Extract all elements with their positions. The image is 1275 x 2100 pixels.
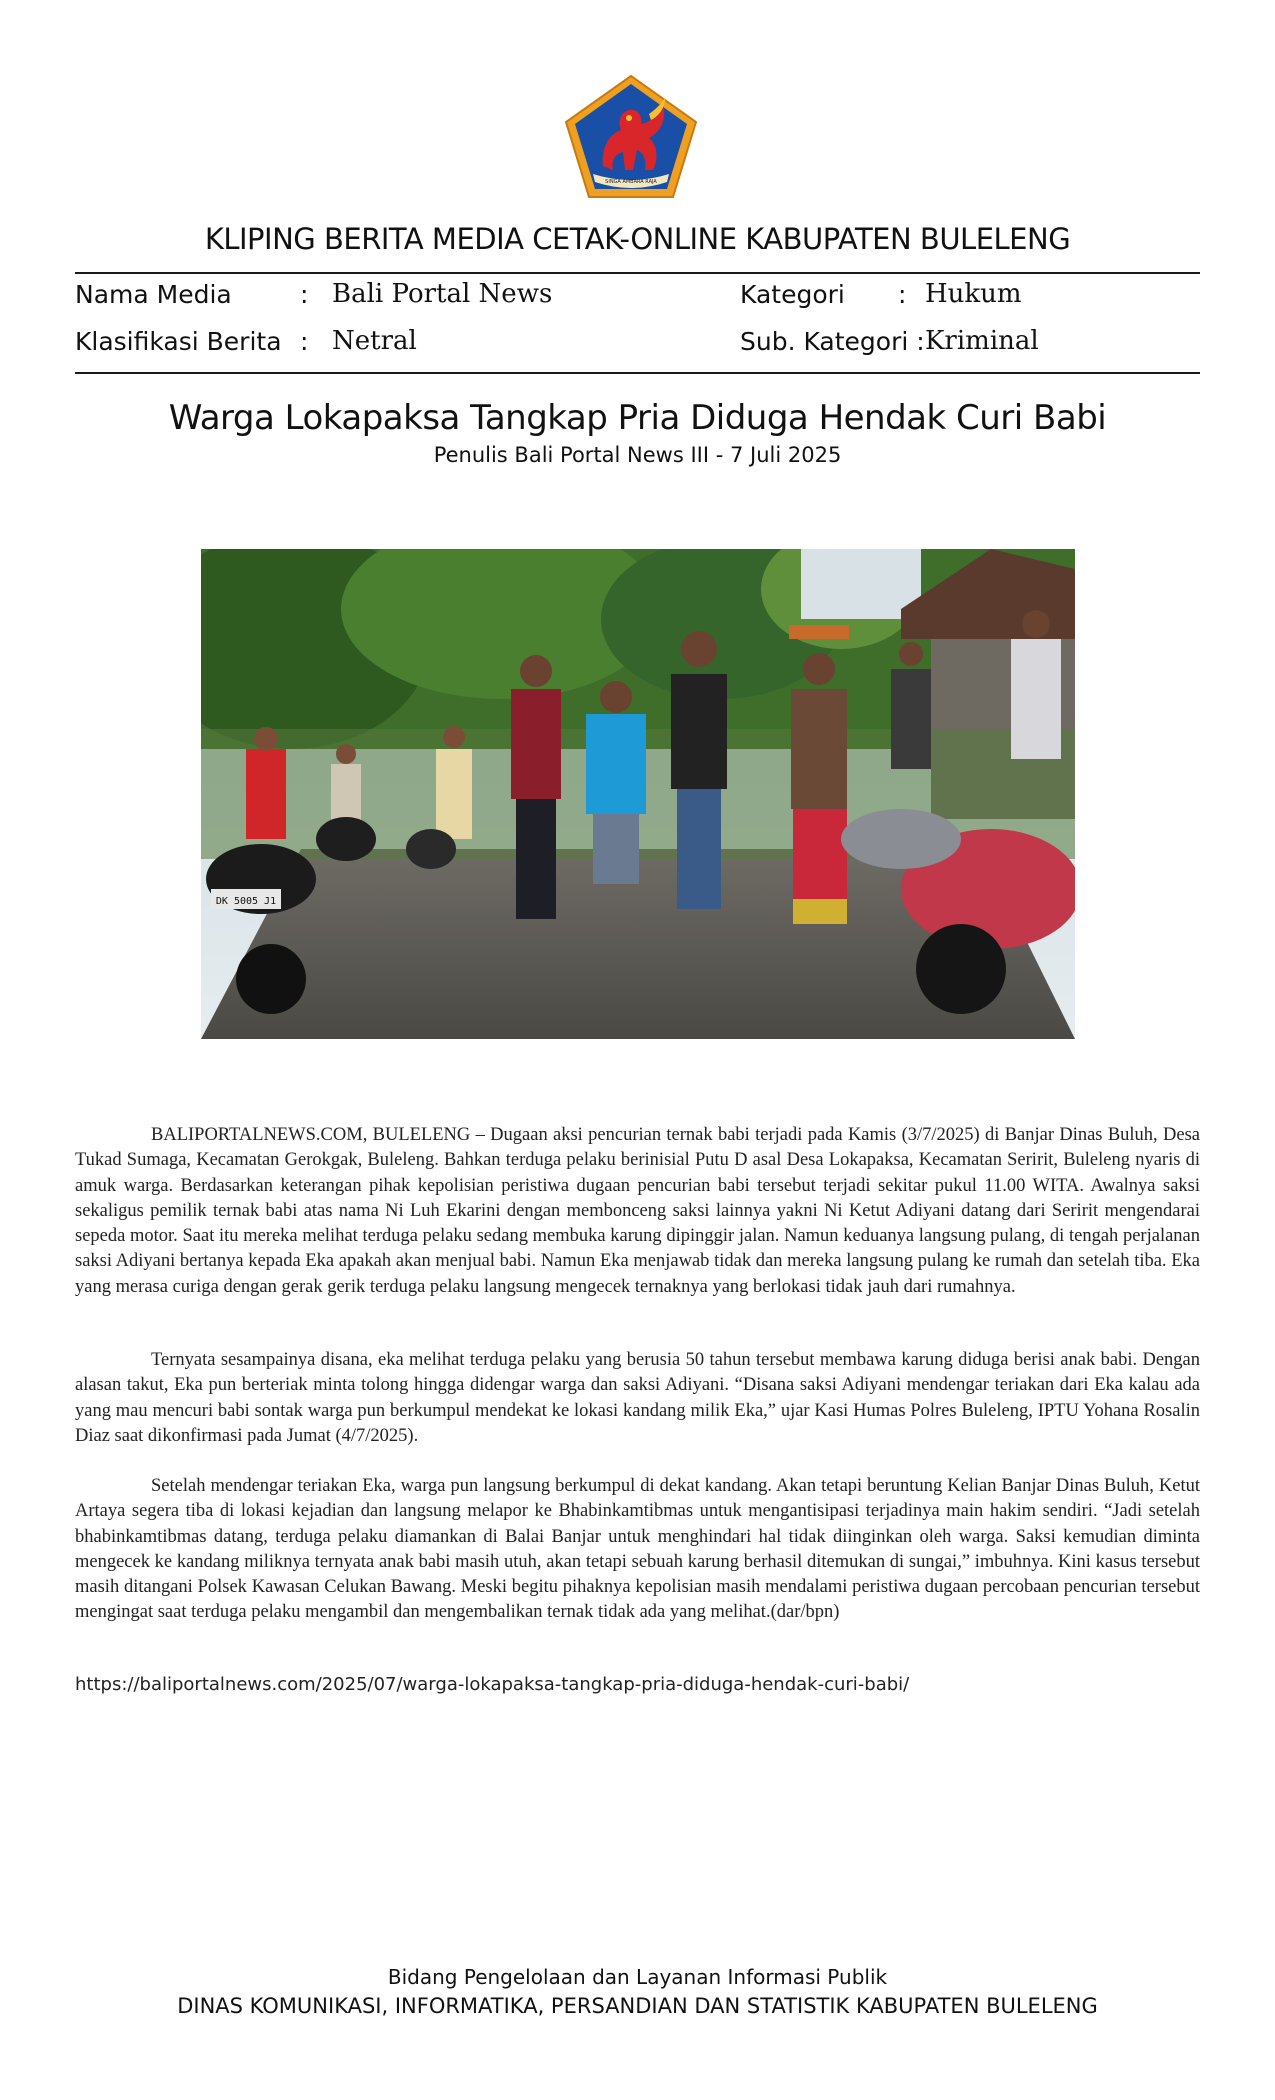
footer-division: Bidang Pengelolaan dan Layanan Informasi Publik: [387, 1965, 888, 1989]
news-photo: [201, 549, 1075, 1039]
kategori-label: Kategori: [740, 280, 845, 309]
klasifikasi-separator: :: [300, 327, 309, 356]
clipping-header-title: KLIPING BERITA MEDIA CETAK-ONLINE KABUPATEN BULELENG: [204, 222, 1071, 256]
media-separator: :: [300, 280, 309, 309]
subkategori-value: Kriminal: [925, 326, 1039, 356]
media-label: Nama Media: [75, 280, 232, 309]
klasifikasi-value: Netral: [332, 326, 417, 356]
buleleng-emblem-logo: [563, 74, 699, 200]
header-rule-bottom: [75, 372, 1200, 374]
article-title: Warga Lokapaksa Tangkap Pria Diduga Hendak Curi Babi: [168, 398, 1107, 438]
article-paragraph-1: BALIPORTALNEWS.COM, BULELENG – Dugaan aksi pencurian ternak babi terjadi pada Kamis (3/7/2025) di Banjar Dinas Buluh, Desa Tukad Sumaga, Kecamatan Gerokgak, Buleleng. Bahkan terduga pelaku berinisial Putu D asal Desa Lokapaksa, Kecamatan Seririt, Buleleng nyaris di amuk warga. Berdasarkan keterangan pihak kepolisian peristiwa dugaan pencurian babi tersebut terjadi sekitar pukul 11.00 WITA. Awalnya saksi sekaligus pemilik ternak babi atas nama Ni Luh Ekarini dengan membonceng saksi lainnya yakni Ni Ketut Adiyani datang dari Seririt mengendarai sepeda motor. Saat itu mereka melihat terduga pelaku sedang membuka karung dipinggir jalan. Namun keduanya langsung pulang, di tengah perjalanan saksi Adiyani bertanya kepada Eka apakah akan menjual babi. Namun Eka menjawab tidak dan mereka langsung pulang ke rumah dan setelah tiba. Eka yang merasa curiga dengan gerak gerik terduga pelaku langsung mengecek ternaknya yang berlokasi tidak jauh dari rumahnya.: [75, 1125, 1200, 1297]
header-rule-top: [75, 272, 1200, 274]
klasifikasi-label: Klasifikasi Berita: [75, 327, 282, 356]
article-paragraph-3: Setelah mendengar teriakan Eka, warga pun langsung berkumpul di dekat kandang. Akan tetapi beruntung Kelian Banjar Dinas Buluh, Ketut Artaya segera tiba di lokasi kejadian dan langsung melapor ke Bhabinkamtibmas untuk mengantisipasi terjadinya main hakim sendiri. “Jadi setelah bhabinkamtibmas datang, terduga pelaku diamankan di Balai Banjar untuk menghindari hal tidak diinginkan oleh warga. Saksi kemudian diminta mengecek ke kandang miliknya ternyata anak babi masih utuh, akan tetapi sebuah karung berhasil ditemukan di sungai,” imbuhnya. Kini kasus tersebut masih ditangani Polsek Kawasan Celukan Bawang. Meski begitu pihaknya kepolisian masih mendalami peristiwa dugaan percobaan pencurian tersebut mengingat saat terduga pelaku mengambil dan mengembalikan ternak tidak ada yang melihat.(dar/bpn): [75, 1476, 1200, 1623]
logo-motto: SINGA AMBARA RAJA: [605, 179, 657, 185]
footer-agency: DINAS KOMUNIKASI, INFORMATIKA, PERSANDIAN DAN STATISTIK KABUPATEN BULELENG: [177, 1994, 1098, 2018]
media-value: Bali Portal News: [332, 279, 553, 309]
source-url: https://baliportalnews.com/2025/07/warga-lokapaksa-tangkap-pria-diduga-hendak-curi-babi/: [75, 1674, 910, 1695]
kategori-value: Hukum: [925, 279, 1022, 309]
subkategori-label: Sub. Kategori :: [740, 327, 925, 356]
kategori-separator: :: [898, 280, 907, 309]
article-byline: Penulis Bali Portal News III - 7 Juli 2025: [433, 443, 842, 467]
photo-license-plate: DK 5005 J1: [215, 896, 277, 907]
article-paragraph-2: Ternyata sesampainya disana, eka melihat terduga pelaku yang berusia 50 tahun tersebut membawa karung diduga berisi anak babi. Dengan alasan takut, Eka pun berteriak minta tolong hingga didengar warga dan saksi Adiyani. “Disana saksi Adiyani mendengar teriakan dari Eka kalau ada yang mau mencuri babi sontak warga pun berkumpul mendekat ke lokasi kandang milik Eka,” ujar Kasi Humas Polres Buleleng, IPTU Yohana Rosalin Diaz saat dikonfirmasi pada Jumat (4/7/2025).: [75, 1350, 1200, 1446]
